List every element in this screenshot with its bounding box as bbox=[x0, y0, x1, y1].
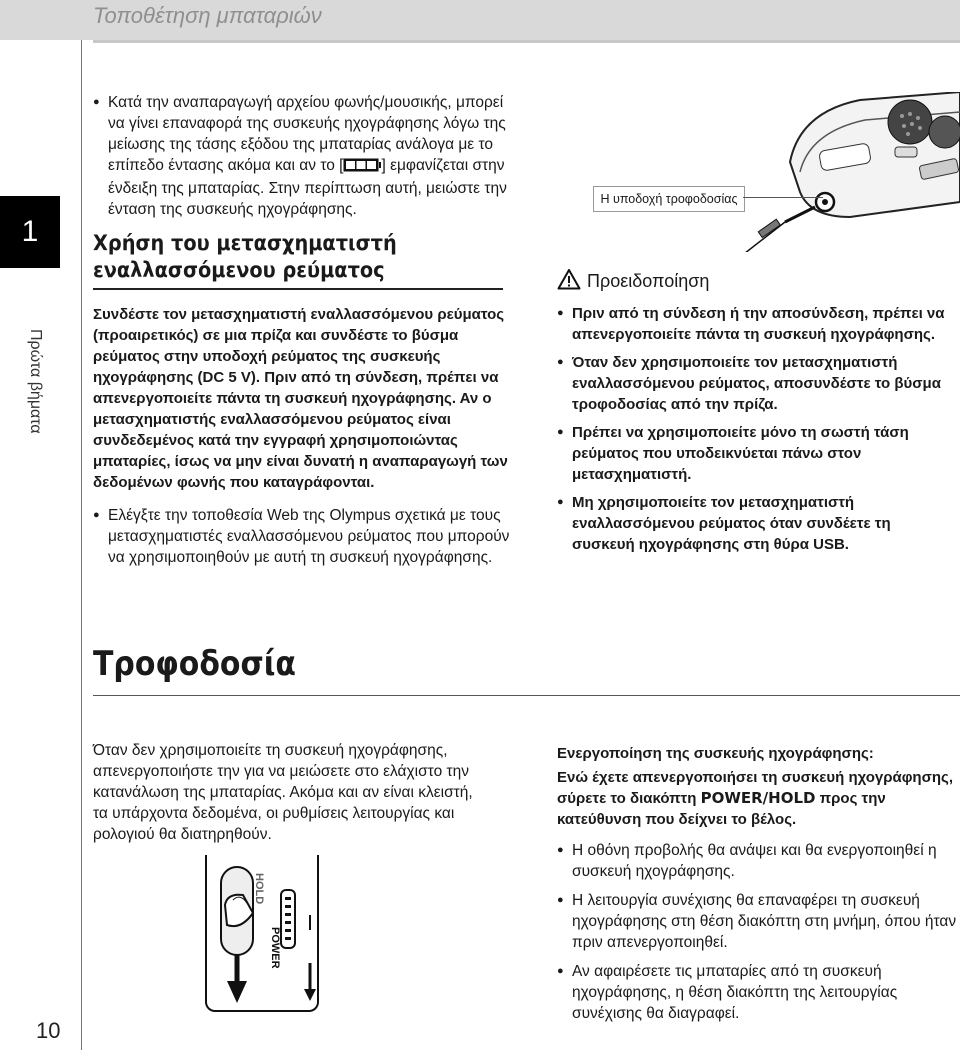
battery-note bbox=[93, 92, 513, 220]
header-rule bbox=[93, 40, 960, 43]
power-hold-switch-illustration bbox=[205, 855, 319, 1012]
power-hold-switch-name: POWER/HOLD bbox=[700, 789, 816, 807]
battery-note-text-2: ] εμφανίζεται στην ένδειξη της μπαταρίας. Στην περίπτωση αυτή, μειώστε την ένταση της συσκευής ηχογράφησης. bbox=[108, 157, 507, 218]
turn-on-section bbox=[557, 743, 957, 1024]
turn-on-heading: Ενεργοποίηση της συσκευής ηχογράφησης: bbox=[557, 745, 874, 762]
list-item: ● Μη χρησιμοποιείτε τον μετασχηματιστή εναλλασσόμενου ρεύματος όταν συνδέετε τη συσκευή ηχογράφησης στη θύρα USB. bbox=[557, 492, 957, 555]
list-item: ● Αν αφαιρέσετε τις μπαταρίες από τη συσκευή ηχογράφησης, η θέση διακόπτη της λειτουργίας συνέχισης θα διαγραφεί. bbox=[557, 961, 957, 1024]
callout-leader-line bbox=[743, 197, 823, 198]
turn-on-text-1: Ενώ έχετε απενεργοποιήσει τη συσκευή ηχογράφησης, σύρετε το διακόπτη bbox=[557, 769, 953, 807]
caution-title: Προειδοποίηση bbox=[587, 271, 710, 291]
ac-adapter-section bbox=[93, 230, 513, 568]
list-item: ● Η οθόνη προβολής θα ανάψει και θα ενεργοποιηθεί η συσκευή ηχογράφησης. bbox=[557, 840, 957, 882]
warning-icon bbox=[557, 268, 581, 295]
heading-underline bbox=[93, 288, 503, 290]
list-item: ● Όταν δεν χρησιμοποιείτε τον μετασχηματιστή εναλλασσόμενου ρεύματος, αποσυνδέστε το βύσμα τροφοδοσίας από την πρίζα. bbox=[557, 352, 957, 415]
section-title-power: Τροφοδοσία bbox=[93, 644, 296, 684]
hold-label: HOLD bbox=[253, 873, 265, 905]
list-item: ● Πριν από τη σύνδεση ή την αποσύνδεση, πρέπει να απενεργοποιείτε πάντα τη συσκευή ηχογράφησης. bbox=[557, 303, 957, 345]
page-header-title: Τοποθέτηση μπαταριών bbox=[93, 3, 322, 28]
ac-adapter-heading: Χρήση του μετασχηματιστή εναλλασσόμενου ρεύματος bbox=[93, 231, 397, 282]
ac-adapter-paragraph: Συνδέστε τον μετασχηματιστή εναλλασσόμενου ρεύματος (προαιρετικός) σε μια πρίζα και συνδέστε το βύσμα ρεύματος στην υποδοχή ρεύματος της συσκευής ηχογράφησης (DC 5 V). Πριν από τη σύνδεση, πρέπει να απενεργοποιείτε πάντα τη συσκευή ηχογράφησης. Αν ο μετασχηματιστής εναλλασσόμενου ρεύματος είναι συνδεδεμένος κατά την εγγραφή χρησιμοποιώντας μπαταρίες, ίσως να μην είναι δυνατή η αναπαραγωγή των δεδομένων φωνής που καταγράφονται. bbox=[93, 306, 508, 491]
battery-note-text-1: Κατά την αναπαραγωγή αρχείου φωνής/μουσικής, μπορεί να γίνει επαναφορά της συσκευής ηχογράφησης λόγω της μείωσης της τάσης εξόδου της μπαταρίας ανάλογα με το επίπεδο έντασης ακόμα και αν το [ bbox=[108, 94, 506, 174]
turn-on-text-2: προς την κατεύθυνση που δείχνει το βέλος. bbox=[557, 790, 886, 828]
caution-section bbox=[557, 268, 957, 555]
power-intro: Όταν δεν χρησιμοποιείτε τη συσκευή ηχογράφησης, απενεργοποιήστε την για να μειώσετε στο ελάχιστο την κατανάλωση της μπαταρίας. Ακόμα και αν είναι κλειστή, τα υπάρχοντα δεδομένα, οι ρυθμίσεις λειτουργίας και ρολογιού θα διατηρηθούν. bbox=[93, 742, 473, 843]
battery-level-icon bbox=[343, 157, 381, 178]
chapter-number-tab: 1 bbox=[0, 196, 60, 268]
turn-on-instruction bbox=[557, 767, 957, 830]
list-item: ● Η λειτουργία συνέχισης θα επαναφέρει τη συσκευή ηχογράφησης στη θέση διακόπτη στη μνήμη, όπου ήταν πριν απενεργοποιηθεί. bbox=[557, 890, 957, 953]
power-jack-callout: Η υποδοχή τροφοδοσίας bbox=[593, 186, 745, 212]
recorder-dc-jack-illustration bbox=[700, 92, 960, 252]
sidebar-divider bbox=[81, 40, 82, 1050]
list-item: ● Πρέπει να χρησιμοποιείτε μόνο τη σωστή τάση ρεύματος που υποδεικνύεται πάνω στον μετασχηματιστή. bbox=[557, 422, 957, 485]
list-item: ● Ελέγξτε την τοποθεσία Web της Olympus σχετικά με τους μετασχηματιστές εναλλασσόμενου ρεύματος που μπορούν να χρησιμοποιηθούν με αυτή τη συσκευή ηχογράφησης. bbox=[93, 505, 513, 568]
chapter-name: Πρώτα βήματα bbox=[27, 329, 44, 434]
section-rule bbox=[93, 695, 960, 696]
page-number: 10 bbox=[36, 1018, 61, 1043]
caution-heading bbox=[557, 268, 957, 295]
list-item bbox=[93, 92, 513, 220]
power-label: POWER bbox=[269, 927, 281, 969]
